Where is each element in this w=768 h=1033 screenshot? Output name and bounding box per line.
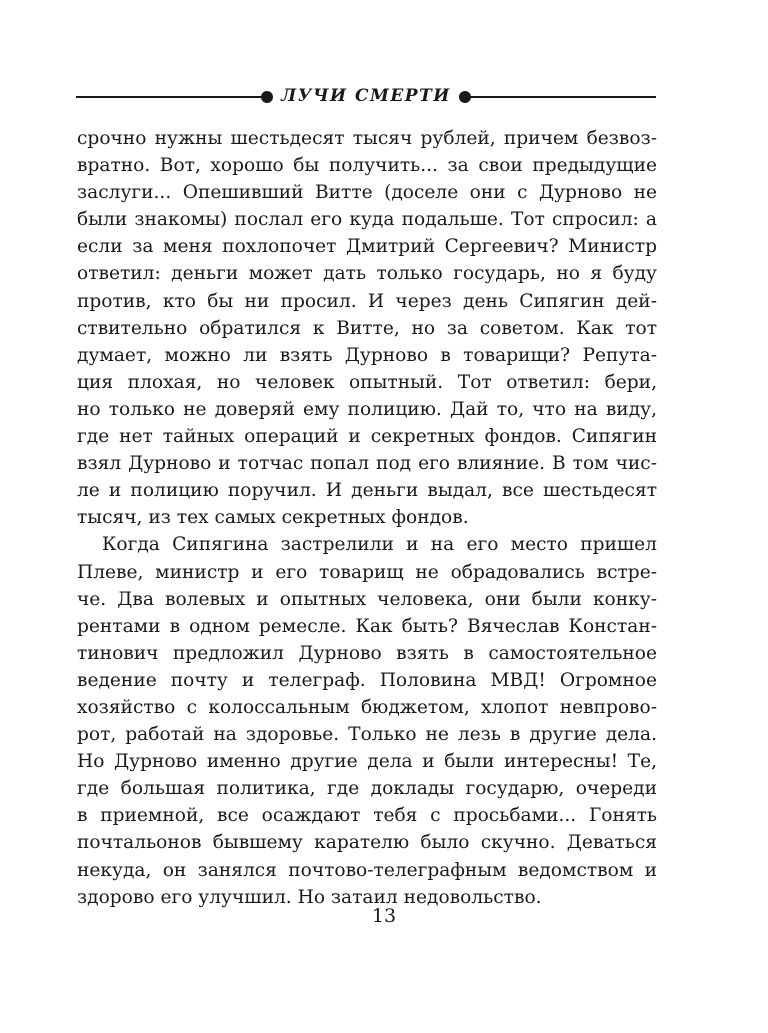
- text-line: если за меня похлопочет Дмитрий Сергеевич? Министр: [77, 236, 657, 258]
- text-line: но только не доверяй ему полицию. Дай то, что на виду,: [77, 398, 657, 420]
- page-number: 13: [371, 905, 397, 927]
- running-header: [76, 82, 656, 110]
- header-rule-left: [76, 96, 264, 98]
- text-line: ведение почту и телеграф. Половина МВД! Огромное: [77, 669, 657, 691]
- text-line: были знакомы) послал его куда подальше. Тот спросил: а: [77, 209, 657, 231]
- text-line: хозяйство с колоссальным бюджетом, хлопот невпрово-: [77, 696, 657, 718]
- text-line: думает, можно ли взять Дурново в товарищи? Репута-: [77, 344, 657, 366]
- text-line: ствительно обратился к Витте, но за советом. Как тот: [77, 317, 657, 339]
- text-line: ответил: деньги может дать только государь, но я буду: [77, 263, 657, 285]
- paragraph: [77, 531, 657, 910]
- text-line: рот, работай на здоровье. Только не лезь в другие дела.: [77, 724, 657, 746]
- text-line: взял Дурново и тотчас попал под его влияние. В том чис-: [77, 453, 657, 475]
- text-line: почтальонов бывшему карателю было скучно. Деваться: [77, 832, 657, 854]
- text-line: ле и полицию поручил. И деньги выдал, все шестьдесят: [77, 480, 657, 502]
- running-title: ЛУЧИ СМЕРТИ: [281, 86, 451, 106]
- text-line: срочно нужны шестьдесят тысяч рублей, причем безвоз-: [77, 128, 657, 149]
- text-line: где нет тайных операций и секретных фондов. Сипягин: [77, 426, 657, 448]
- text-line: в приемной, все осаждают тебя с просьбами... Гонять: [77, 805, 657, 827]
- text-line: тысяч, из тех самых секретных фондов.: [77, 507, 469, 529]
- text-line: заслуги... Опешивший Витте (доселе они с Дурново не: [77, 182, 657, 204]
- text-line: против, кто бы ни просил. И через день Сипягин дей-: [77, 290, 657, 312]
- text-line: Но Дурново именно другие дела и были интересны! Те,: [77, 751, 657, 773]
- paragraph: [77, 125, 657, 531]
- text-line: ция плохая, но человек опытный. Тот ответил: бери,: [77, 371, 657, 393]
- text-line: некуда, он занялся почтово-телеграфным ведомством и: [77, 859, 657, 881]
- text-line: тинович предложил Дурново взять в самостоятельное: [77, 642, 657, 664]
- text-line: Плеве, министр и его товарищ не обрадовались встре-: [77, 561, 657, 583]
- body-text: [77, 125, 657, 911]
- text-line: че. Два волевых и опытных человека, они были конку-: [77, 588, 657, 610]
- text-line: где большая политика, где доклады государю, очереди: [77, 778, 657, 800]
- text-line: Когда Сипягина застрелили и на его место пришел: [102, 534, 657, 556]
- text-line: вратно. Вот, хорошо бы получить... за свои предыдущие: [77, 155, 657, 177]
- text-line: рентами в одном ремесле. Как быть? Вячеслав Констан-: [77, 615, 657, 637]
- text-line: здорово его улучшил. Но затаил недовольство.: [77, 886, 542, 908]
- header-ornament-dot-left: [261, 91, 273, 103]
- header-rule-right: [468, 96, 656, 98]
